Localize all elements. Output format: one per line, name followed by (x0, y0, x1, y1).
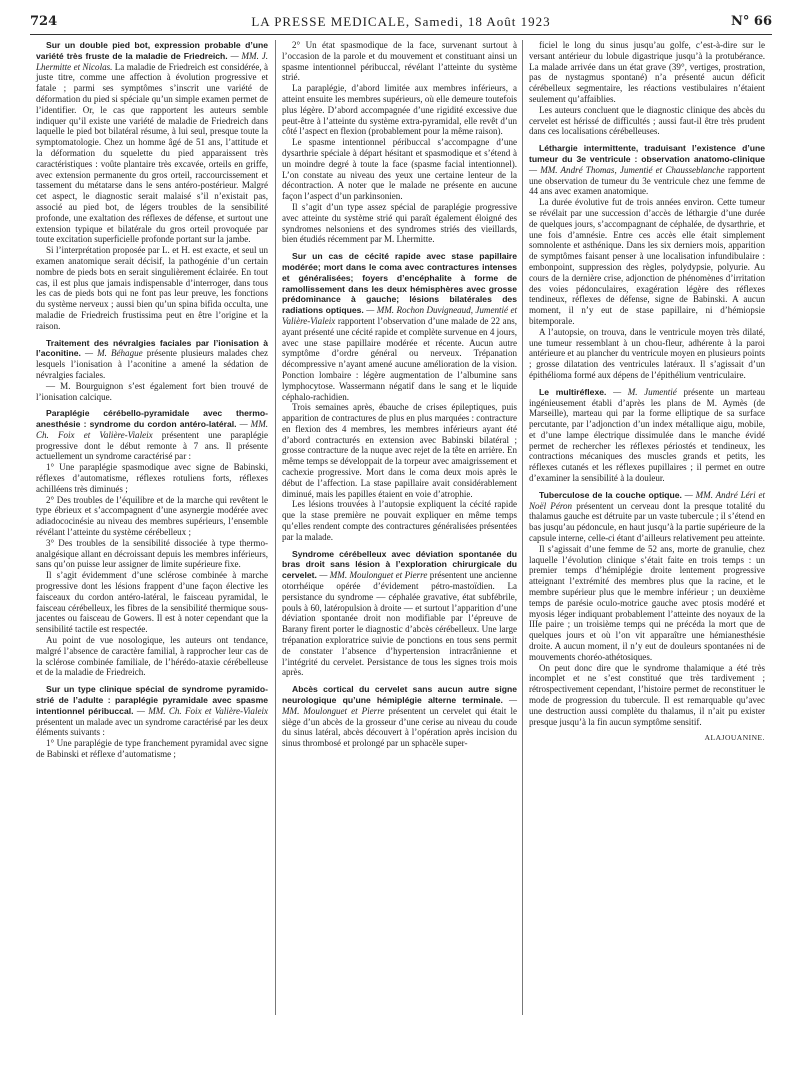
paragraph-text: La maladie de Friedreich est considérée, à juste titre, comme une affection à évolution progressive et fatale ; parmi ses symptômes s’inscrit une variété de déformation du pied si spéciale qu’un simple examen permet de l’identifier. Or, le cas que rapportent les auteurs semble indiquer qu’il existe une variété de maladie de Friedreich dans laquelle le pied bot bilatéral résume, à lui seul, presque toute la symptomatologie. Chez un homme âgé de 51 ans, l’attitude et la déformation du squelette du pied apparaissent très caractéristiques : voûte plantaire très excavée, orteils en griffe, avec extension permanente du gros orteil, raccourcissement et tassement du métatarse dans le sens antéro-postérieur. Malgré cet aspect, le diagnostic serait malaisé s’il n’existait pas, associé au pied bot, de légers troubles de la sensibilité profonde, une exaltation des réflexes de défense, et surtout une extension typique et bilatérale du gros orteil provoquée par toute excitation superficielle profonde portant sur la jambe. (36, 61, 268, 245)
paragraph-text: présentent un malade avec un syndrome caractérisé par les deux éléments suivants : (36, 716, 268, 738)
article-paragraph (36, 245, 268, 331)
article-title: Sur un double pied bot, expression probable d’une variété très fruste de la maladie de Friedreich. (36, 40, 268, 61)
article-paragraph (36, 684, 268, 738)
paragraph-text: A l’autopsie, on trouva, dans le ventricule moyen très dilaté, une tumeur ressemblant à un chou-fleur, adhérente à la paroi antérieure et au plancher du ventricule moyen en plusieurs points ; grosse dilatation des ventricules latéraux. Il s’agissait d’un épithélioma formé aux dépens de l’épithélium ventriculaire. (529, 326, 765, 380)
article-paragraph (282, 549, 517, 679)
paragraph-text: présentent une ancienne otorrhéique opérée d’évidement pétro-mastoïdien. La persistance du syndrome — céphalée gravative, état subfébrile, pouls à 60, latéropulsion à droite — et surtout l’apparition d’une déviation spontanée droit non modifiable par l’épreuve de Barany firent porter le diagnostic d’abcès cérébelleux. Une large trépanation exploratrice suivie de ponctions en tous sens permit de constater l’absence d’hypertension intracrânienne et l’intégrité du cervelet. Persistance de tous les signes trois mois après. (282, 570, 518, 678)
paragraph-text: présente un marteau ingénieusement établi d’après les plans de M. Aymès (de Marseille), marteau qui par la forme elliptique de sa surface percutante, par l’adjonction d’un index métallique aigu, mobile, et d’une lampe électrique dissimulée dans le manche évidé permet de rechercher les réflexes périostés et tendineux, les contractions mécaniques des muscles grands et petits, les réflexes cutanés et les réflexes pupillaires ; il permet en outre d’examiner la sensibilité à la douleur. (529, 386, 766, 484)
article (529, 143, 765, 381)
paragraph-text: On peut donc dire que le syndrome thalamique a été très incomplet et ne s’est constitué que très tardivement ; rétrospectivement cependant, l’histoire permet de reconstituer le mode de progression du tubercule. Il est remarquable qu’avec une destruction aussi complète du thalamus, il n’ait pu exister presque jusqu’à la fin aucun symptôme sensitif. (529, 662, 765, 727)
column-right (529, 40, 765, 744)
paragraph-text: présentent un cervelet qui était le siège d’un abcès de la grosseur d’une cerise au niveau du coude du sinus latéral, abcès découvert à l’opération après incision du sinus thrombosé et prolongé par un sphacèle super- (282, 705, 517, 749)
article-title: Paraplégie cérébello-pyramidale avec thermo-anesthésie : syndrome du cordon antéro-latéral. (36, 408, 268, 430)
article-paragraph (282, 202, 517, 245)
article (529, 40, 765, 137)
article-paragraph (529, 490, 765, 544)
article-title: Sur un cas de cécité rapide avec stase papillaire modérée; mort dans le coma avec contractures intenses et généralisées; foyers d’encéphalite à forme de ramollissement dans les deux hémisphères avec grosse prédominance à gauche; lésions bilatérales des radiations optiques. (282, 251, 517, 316)
paragraph-text: Il s’agit d’un type assez spécial de paraplégie progressive avec atteinte du système strié qui paraît également éloigné des syndromes nelsoniens et des syndromes striés des vieillards, bien étudiés récemment par M. Lhermitte. (282, 201, 517, 245)
article-paragraph (36, 495, 268, 538)
article (36, 338, 268, 403)
article-authors: — MM. Moulonguet et Pierre (319, 570, 428, 581)
article (282, 40, 517, 245)
paragraph-text: La paraplégie, d’abord limitée aux membres inférieurs, a atteint ensuite les membres supérieurs, où elle demeure toutefois plus légère. D’abord accompagnée d’une rigidité excessive due peut-être à l’atteinte du système extra-pyramidal, elle revêt d’un côté l’aspect en flexion (probablement pour la même raison). (282, 83, 517, 137)
paragraph-text: 1° Une paraplégie spasmodique avec signe de Babinski, réflexes d’automatisme, réflexes rotuliens forts, réflexes achilléens très diminués ; (36, 462, 268, 494)
article-paragraph (36, 40, 268, 245)
paragraph-text: rapportent une observation de tumeur du 3e ventricule chez une femme de 44 ans avec examen anatomique. (529, 164, 765, 197)
article-authors: — M. Béhague (84, 348, 143, 359)
paragraph-text: — M. Bourguignon s’est également fort bien trouvé de l’ionisation calcique. (36, 380, 268, 402)
article-paragraph (529, 40, 765, 105)
issue-number: N° 66 (731, 14, 772, 29)
article-title: Syndrome cérébelleux avec déviation spontanée du bras droit sans lésion à l’exploration chirurgicale du cervelet. (282, 548, 517, 581)
article-paragraph (36, 381, 268, 403)
paragraph-text: présentent une paraplégie progressive dont le début remonte à 7 ans. Il présente actuellement un syndrome caractérisé par : (36, 429, 269, 462)
column-middle (282, 40, 517, 755)
article-paragraph (282, 83, 517, 137)
article-paragraph (529, 327, 765, 381)
article (529, 490, 765, 728)
article-title: Sur un type clinique spécial de syndrome pyramido-strié de l’adulte : paraplégie pyramidale avec spasme intentionnel péribuccal. (36, 684, 268, 716)
article-authors: — MM. André Léri et Noël Péron (529, 489, 765, 511)
article-paragraph (282, 684, 517, 749)
paragraph-text: 2° Des troubles de l’équilibre et de la marche qui revêtent le type ébrieux et s’accompagnent d’une asynergie modérée avec adiadococinésie au niveau des membres supérieurs, l’ensemble révélant l’atteinte du système cérébelleux ; (36, 494, 268, 538)
paragraph-text: Les lésions trouvées à l’autopsie expliquent la cécité rapide que la stase première ne pouvait expliquer en même temps qu’elles rendent compte des contractures généralisées présentées par la malade. (282, 499, 517, 542)
paragraph-text: Si l’interprétation proposée par L. et H. est exacte, et seul un examen anatomique serait décisif, la pathogénie d’un certain nombre de pieds bots en serait singulièrement éclairée. En tout cas, il est plus que jamais indispensable d’interroger, dans tous les cas de pieds bots qui ne font pas leur preuve, les fonctions du système nerveux ; aussi bien qu’un spina bifida occulta, une maladie de Friedreich frustissima peut en être l’origine et la raison. (36, 245, 268, 331)
article-title: Léthargie intermittente, traduisant l’existence d’une tumeur du 3e ventricule : observation anatomo-clinique (529, 143, 765, 164)
paragraph-text: 3° Des troubles de la sensibilité dissociée à type thermo-analgésique allant en décroissant depuis les membres inférieurs, sans qu’on puisse leur assigner de limite supérieure fixe. (36, 537, 268, 570)
article-paragraph (529, 105, 765, 137)
page-header (30, 14, 772, 35)
article-title: Le multiréflexe. (539, 386, 607, 397)
article-paragraph (36, 570, 268, 635)
article-paragraph (282, 40, 517, 83)
article-paragraph (36, 538, 268, 570)
column-rule-right (522, 40, 523, 1015)
column-left (36, 40, 268, 766)
paragraph-text: rapportent l’observation d’une malade de 22 ans, ayant présenté une cécité rapide et complète survenue en 4 jours, avec une stase papillaire modérée et récente. Aucun autre symptôme d’ordre général ou nerveux. Trépanation décompressive n’ayant amené aucune amélioration de la vision. Ponction lombaire : légère augmentation de l’albumine sans lymphocytose. Wassermann négatif dans le sang et le liquide céphalo-rachidien. (282, 315, 518, 402)
article-paragraph (36, 635, 268, 678)
article-paragraph (36, 738, 268, 760)
article-title: Traitement des névralgies faciales par l’ionisation à l’aconitine. (36, 337, 268, 359)
paragraph-text: Au point de vue nosologique, les auteurs ont tendance, malgré l’absence de caractère familial, à rapprocher leur cas de la sclérose combinée familiale, de l’hérédo-ataxie cérébelleuse et de la maladie de Friedreich. (36, 635, 268, 678)
paragraph-text: 1° Une paraplégie de type franchement pyramidal avec signe de Babinski et réflexe d’automatisme ; (36, 738, 268, 759)
article-authors: — MM. J. Lhermitte et Nicolas. (36, 50, 269, 72)
article (36, 40, 268, 332)
paragraph-text: 2° Un état spasmodique de la face, survenant surtout à l’occasion de la parole et du mouvement et constituant ainsi un spasme intentionnel péribuccal, révélant l’atteinte du système strié. (282, 40, 517, 83)
paragraph-text: présentent un cerveau dont la presque totalité du thalamus gauche est détruite par un vaste tubercule ; il s’étend en bas jusqu’au pédoncule, en haut jusqu’à la partie supérieure de la capsule interne, celle-ci étant d’ailleurs relativement peu atteinte. (529, 500, 766, 544)
article-paragraph (529, 544, 765, 663)
article-paragraph (529, 663, 765, 728)
article (529, 387, 765, 484)
article-paragraph (529, 143, 765, 197)
article-paragraph (36, 408, 268, 462)
paragraph-text: Trois semaines après, ébauche de crises épileptiques, puis apparition de contractures de plus en plus marquées : contracture en flexion des 4 membres, les membres inférieurs ayant été d’abord contracturés en extension avec Babinski bilatéral ; grosse contracture de la nuque avec rejet de la tête en arrière. En même temps se développait de la torpeur avec amaigrissement et cachexie progressive. Mort dans le coma deux mois après le début de l’affection. La stase papillaire avait considérablement diminué, mais les papilles étaient en voie d’atrophie. (282, 402, 517, 499)
article (282, 251, 517, 543)
article (282, 549, 517, 679)
column-rule-left (275, 40, 276, 1015)
article (282, 684, 517, 749)
paragraph-text: ficiel le long du sinus jusqu’au golfe, c’est-à-dire sur le versant antérieur du lobule digastrique jusqu’à la protubérance. La malade arrivée dans un état grave (39°, vertiges, prostration, pas de nystagmus spontané) n’a présenté aucun déficit cérébelleux segmentaire, les réactions vestibulaires n’étaient seulement qu’affaiblies. (529, 40, 765, 104)
article-authors: — MM. Rochon Duvigneaud, Jumentié et Valière-Vialeix (282, 305, 517, 326)
reporter-signature: ALAJOUANINE. (704, 733, 765, 743)
article-paragraph (282, 251, 517, 402)
article-paragraph (529, 197, 765, 327)
paragraph-text: Il s’agit évidemment d’une sclérose combinée à marche progressive dont les lésions frappent d’une façon élective les faisceaux du cordon antéro-latéral, le faisceau pyramidal, le faisceau cérébelleux, les fibres de la sensibilité thermique sous-jacentes ou faisceau de Gowers. Il est à noter cependant que la sensibilité tactile est respectée. (36, 570, 268, 635)
journal-title: LA PRESSE MEDICALE, Samedi, 18 Août 1923 (251, 14, 551, 29)
paragraph-text: Les auteurs concluent que le diagnostic clinique des abcès du cervelet est hérissé de difficultés ; aussi faut-il être très prudent dans ces localisations cérébelleuses. (529, 104, 765, 137)
article-paragraph (282, 402, 517, 499)
article-authors: — M. Jumentié (613, 386, 677, 397)
article-paragraph (36, 462, 268, 494)
page-number: 724 (30, 14, 58, 29)
article (36, 408, 268, 678)
article-authors: — MM. André Thomas, Jumentié et Chausseblanche (529, 164, 725, 175)
paragraph-text: La durée évolutive fut de trois années environ. Cette tumeur se révélait par une succession d’accès de léthargie d’une durée de quelques jours, s’accompagnant de céphalée, de dysarthrie, et une fois d’amnésie. Entre ces accès elle était simplement somnolente et asthénique. Dans les six derniers mois, apparition de symptômes faisant penser à une localisation infundibulaire : embonpoint, suppression des règles, polydypsie, polyurie. Au cours de la dernière crise, adjonction de phénomènes d’irritation des voies pédonculaires, exagération légère des réflexes tendineux, réflexes de défense, signe de Babinski. A aucun moment, il n’y eut de stase papillaire, ni d’hémiopsie bitemporale. (529, 197, 765, 326)
article-paragraph (282, 137, 517, 202)
article-paragraph (36, 338, 268, 381)
article-paragraph (529, 387, 765, 484)
article-authors: — MM. Moulonguet et Pierre (282, 695, 518, 716)
article-authors: — MM. Ch. Foix et Valière-Vialeix (36, 419, 269, 440)
paragraph-text: Il s’agissait d’une femme de 52 ans, morte de granulie, chez laquelle l’évolution clinique s’était faite en trois temps : un premier temps d’hémiplégie droite lentement progressive atteignant l’extrémité des membres plus que la racine, et le membre supérieur plus que le membre inférieur ; un deuxième temps de parésie oculo-motrice gauche avec ptosis modéré et myosis léger indiquant probablement l’atteinte des noyaux de la IIIe paire ; un troisième temps qui ne précéda la mort que de quelques jours et où l’on vit apparaître une hémianesthésie droite. A aucun moment, il n’y eut de douleurs spontanées ni de mouvements choréo-athétosiques. (529, 543, 765, 662)
article-authors: — MM. Ch. Foix et Valière-Vialeix (136, 705, 268, 716)
paragraph-text: Le spasme intentionnel péribuccal s’accompagne d’une dysarthrie spéciale à départ hésitant et spasmodique et s’étend à un moindre degré à toute la face (spasme facial intentionnel). L’on constate au niveau des yeux une certaine lenteur de la décontraction. A noter que le malade ne présente en aucune façon l’aspect d’un parkinsonien. (282, 137, 517, 202)
article-title: Abcès cortical du cervelet sans aucun autre signe neurologique qu’une hémiplégie alterne terminale. (282, 684, 517, 706)
article (36, 684, 268, 760)
paragraph-text: présente plusieurs malades chez lesquels l’ionisation à l’aconitine a amené la sédation de névralgies faciales. (36, 348, 268, 380)
article-paragraph (282, 499, 517, 542)
article-title: Tuberculose de la couche optique. (539, 489, 682, 500)
